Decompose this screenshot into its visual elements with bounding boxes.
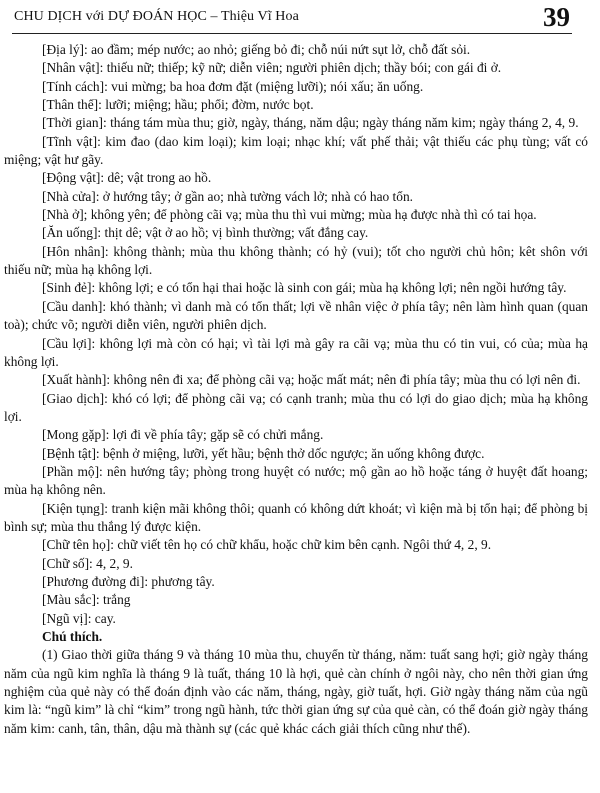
- entry-ngu-vi: [Ngũ vị]: cay.: [42, 610, 116, 626]
- entry-nha-cua: [Nhà cửa]: ở hướng tây; ở gần ao; nhà tường vách lở; nhà có hao tổn.: [42, 188, 414, 204]
- entry-thoi-gian: [Thời gian]: tháng tám mùa thu; giờ, ngày, tháng, năm dậu; ngày tháng năm kim; ngày tháng 2, 4, 9.: [42, 115, 579, 131]
- page-content: [4, 41, 588, 738]
- entry-than-the: [Thân thể]: lưỡi; miệng; hầu; phổi; đờm, nước bọt.: [42, 97, 314, 113]
- entry-giao-dich: [Giao dịch]: khó có lợi; để phòng cãi vạ; có cạnh tranh; mùa thu có lợi do giao dịch; mùa hạ không lợi.: [4, 390, 588, 424]
- entry-cau-loi: [Cầu lợi]: không lợi mà còn có hại; vì tài lợi mà gây ra cãi vạ; mùa thu có tin vui, có của; mùa hạ không lợi.: [4, 335, 588, 369]
- entry-an-uong: [Ăn uống]: thịt dê; vật ở ao hồ; vị bình thường; vất đắng cay.: [42, 225, 369, 241]
- page-number: 39: [543, 2, 570, 32]
- entry-chu-ten-ho: [Chữ tên họ]: chữ viết tên họ có chữ khẩu, hoặc chữ kim bên cạnh. Ngôi thứ 4, 2, 9.: [42, 537, 492, 553]
- entry-sinh-de: [Sinh đẻ]: không lợi; e có tổn hại thai hoặc là sinh con gái; mùa hạ không lợi; nên ngồi hướng tây.: [42, 280, 567, 296]
- notes-heading: Chú thích.: [42, 629, 103, 644]
- entry-mau-sac: [Màu sắc]: trắng: [42, 592, 131, 608]
- entry-phan-mo: [Phần mộ]: nên hướng tây; phòng trong huyệt có nước; mộ gần ao hồ hoặc táng ở huyệt đất hoang; mùa hạ không nên.: [4, 463, 588, 498]
- entry-nhan-vat: [Nhân vật]: thiếu nữ; thiếp; kỹ nữ; diễn viên; người phiên dịch; thầy bói; con gái đi ở.: [42, 60, 502, 76]
- entry-benh-tat: [Bệnh tật]: bệnh ở miệng, lưỡi, yết hầu; bệnh thở dốc ngược; ăn uống không được.: [42, 445, 485, 461]
- page-header: [4, 0, 586, 34]
- entry-tinh-cach: [Tính cách]: vui mừng; ba hoa đơm đặt (miệng lưỡi); nói xấu; ăn uống.: [42, 78, 424, 94]
- entry-chu-so: [Chữ số]: 4, 2, 9.: [42, 555, 133, 571]
- entry-mong-gap: [Mong gặp]: lợi đi về phía tây; gặp sẽ có chửi mắng.: [42, 427, 324, 443]
- note-paragraph: (1) Giao thời giữa tháng 9 và tháng 10 mùa thu, chuyển từ tháng, năm: tuất sang hợi; giờ ngày tháng năm của ngũ kim nghĩa là tháng 9 là tuất, tháng 10 là hợi, quẻ càn chính ở ngôi này, cho nên thời gian ứng nghiệm của quẻ này có thể đoán định vào các năm, tháng, ngày, giờ tuất, hợi. Giờ ngày tháng năm của ngũ kim là: “ngũ kim” là chỉ “kim” trong ngũ hành, tức thời gian ứng sự của quẻ càn, có thể đoán giờ ngày tháng năm kim: canh, tân, thân, dậu mà thành sự (các quẻ khác cách giải thích cũng như thế).: [4, 647, 588, 736]
- entry-hon-nhan: [Hôn nhân]: không thành; mùa thu không thành; có hỷ (vui); tốt cho người chủ hôn; kêt shôn với thiếu nữ; mùa hạ không lợi.: [4, 243, 588, 278]
- entry-phuong-duong-di: [Phương đường đi]: phương tây.: [42, 573, 215, 589]
- entry-xuat-hanh: [Xuất hành]: không nên đi xa; để phòng cãi vạ; hoặc mất mát; nên đi phía tây; mùa thu có lợi nên đi.: [42, 372, 581, 388]
- entry-kien-tung: [Kiện tụng]: tranh kiện mãi không thôi; quanh có không dứt khoát; vì kiện mà bị tổn hại; để phòng bị bình sự; mùa thu thắng lý được kiện.: [4, 500, 588, 534]
- entry-dia-ly: [Địa lý]: ao đầm; mép nước; ao nhỏ; giếng bỏ đi; chỗ núi nứt sụt lở, chỗ đất sỏi.: [42, 42, 471, 57]
- running-title: CHU DỊCH với DỰ ĐOÁN HỌC – Thiệu Vĩ Hoa: [14, 9, 299, 24]
- entry-nha-o: [Nhà ở]; không yên; để phòng cãi vạ; mùa thu thì vui mừng; mùa hạ được nhà thì có tai họa.: [42, 207, 537, 223]
- entry-cau-danh: [Cầu danh]: khó thành; vì danh mà có tổn thất; lợi về nhân việc ở phía tây; nên làm hình quan (quan toà); chức võ; người diễn viên, người phiên dịch.: [4, 298, 588, 333]
- header-rule: [12, 33, 572, 34]
- entry-tinh-vat: [Tĩnh vật]: kim đao (dao kim loại); kim loại; nhạc khí; vất phế thải; vật thiếu các phụ tùng; vất có miệng; vật hư gãy.: [4, 133, 588, 168]
- entry-dong-vat: [Động vật]: dê; vật trong ao hồ.: [42, 170, 212, 186]
